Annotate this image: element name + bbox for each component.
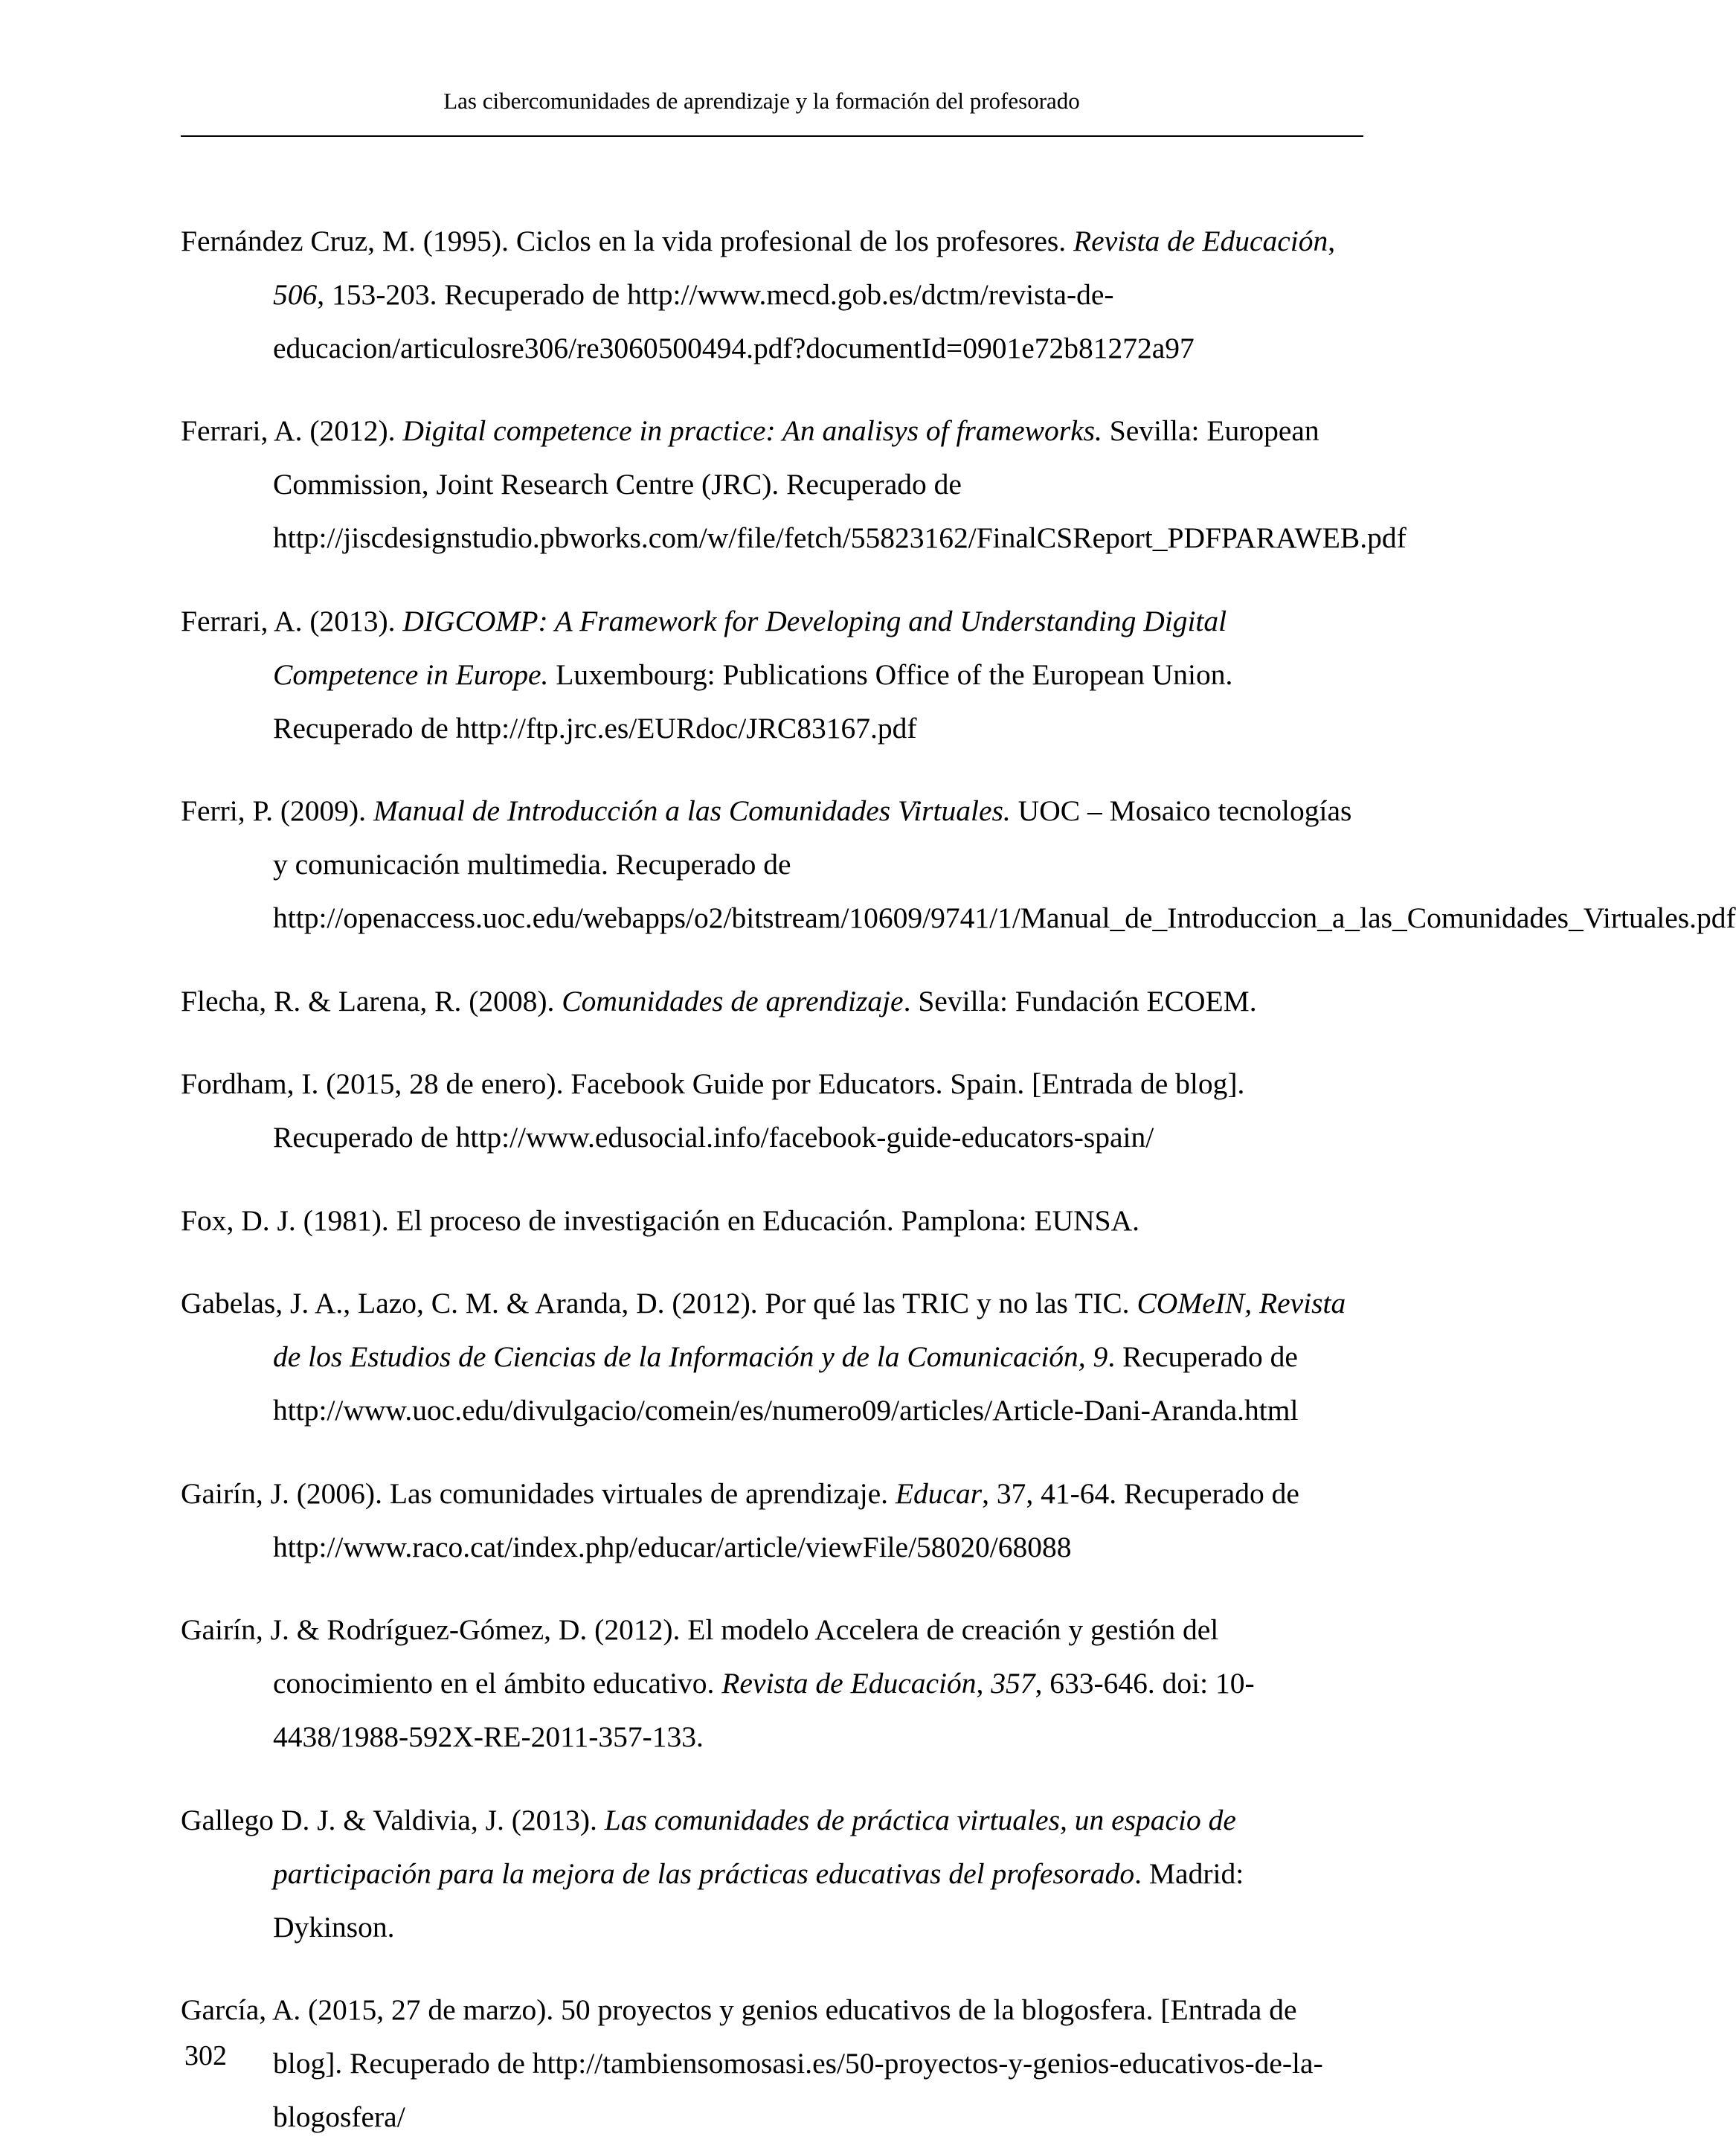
reference-text-segment: , 153-203. Recuperado de http://www.mecd.gob.es/dctm/revista-de-educacion/articulosre306/re3060500494.pdf?documentId=0901e72b81272a97	[273, 277, 1195, 364]
reference-italic-segment: Revista de Educación	[721, 1667, 977, 1700]
reference-italic-segment: Comunidades de aprendizaje	[562, 984, 904, 1017]
reference-text-segment: . Madrid: Dykinson.	[273, 1856, 1244, 1944]
reference-list	[181, 184, 1736, 2150]
page-number: 302	[184, 2040, 227, 2071]
reference-text-segment: García, A. (2015, 27 de marzo). 50 proyectos y genios educativos de la blogosfera. [Entrada de blog]. Recuperado de http://tambiensomosasi.es/50-proyectos-y-genios-educativos-de-la-blogosfera/	[181, 1993, 1323, 2133]
reference-italic-segment: DIGCOMP: A Framework for Developing and Understanding Digital Competence in Europe.	[273, 604, 1227, 691]
reference-entry	[181, 1467, 1371, 1574]
reference-entry	[181, 784, 1736, 945]
reference-entry	[181, 1603, 1371, 1764]
reference-text-segment: Sevilla: European Commission, Joint Research Centre (JRC). Recuperado de http://jiscdesignstudio.pbworks.com/w/file/fetch/55823162/FinalCSReport_PDFPARAWEB.pdf	[273, 414, 1407, 554]
reference-entry	[181, 404, 1407, 565]
reference-italic-segment: 357	[991, 1667, 1035, 1700]
reference-text-segment: ,	[976, 1667, 991, 1700]
reference-italic-segment: Manual de Introducción a las Comunidades Virtuales.	[373, 794, 1011, 827]
reference-entry	[181, 214, 1371, 375]
reference-entry	[181, 594, 1371, 755]
reference-text-segment: Gabelas, J. A., Lazo, C. M. & Aranda, D. (2012). Por qué las TRIC y no las TIC.	[181, 1287, 1137, 1319]
reference-text-segment: Ferrari, A. (2013).	[181, 604, 403, 637]
reference-text-segment: , 37, 41-64. Recuperado de http://www.raco.cat/index.php/educar/article/viewFile/58020/68088	[273, 1476, 1299, 1563]
reference-text-segment: Gairín, J. (2006). Las comunidades virtuales de aprendizaje.	[181, 1476, 896, 1510]
reference-text-segment: Gairín, J. & Rodríguez-Gómez, D. (2012). El modelo Accelera de creación y gestión del conocimiento en el ámbito educativo.	[181, 1613, 1219, 1700]
reference-entry	[181, 1793, 1371, 1954]
reference-entry	[181, 1276, 1371, 1437]
reference-text-segment: UOC – Mosaico tecnologías y comunicación multimedia. Recuperado de http://openaccess.uoc.edu/webapps/o2/bitstream/10609/9741/1/Manual_de_Introduccion_a_las_Comunidades_Virtuales.pdf	[273, 794, 1736, 934]
reference-text-segment: Fox, D. J. (1981). El proceso de investigación en Educación. Pamplona: EUNSA.	[181, 1203, 1139, 1237]
reference-text-segment: Fernández Cruz, M. (1995). Ciclos en la vida profesional de los profesores.	[181, 224, 1074, 257]
reference-text-segment: Ferri, P. (2009).	[181, 794, 373, 827]
reference-text-segment: . Recuperado de http://www.uoc.edu/divulgacio/comein/es/numero09/articles/Article-Dani-Aranda.html	[273, 1340, 1299, 1427]
reference-italic-segment: Las comunidades de práctica virtuales, un espacio de participación para la mejora de las prácticas educativas del profesorado	[273, 1803, 1236, 1890]
reference-italic-segment: Revista de Educación	[1073, 224, 1328, 257]
reference-text-segment: Ferrari, A. (2012).	[181, 414, 403, 447]
reference-entry	[181, 1983, 1371, 2144]
reference-entry	[181, 1057, 1371, 1164]
reference-text-segment: Luxembourg: Publications Office of the European Union. Recuperado de http://ftp.jrc.es/EURdoc/JRC83167.pdf	[273, 658, 1233, 745]
reference-text-segment: Fordham, I. (2015, 28 de enero). Facebook Guide por Educators. Spain. [Entrada de blog]. Recuperado de http://www.edusocial.info/facebook-guide-educators-spain/	[181, 1067, 1245, 1154]
reference-text-segment: Flecha, R. & Larena, R. (2008).	[181, 984, 562, 1017]
reference-text-segment: ,	[1328, 224, 1336, 257]
reference-italic-segment: COMeIN, Revista de los Estudios de Ciencias de la Información y de la Comunicación, 9	[273, 1287, 1346, 1373]
reference-italic-segment: Digital competence in practice: An analisys of frameworks.	[402, 414, 1102, 447]
reference-entry	[181, 1194, 1371, 1247]
reference-italic-segment: 506	[273, 277, 318, 311]
header-divider	[181, 135, 1363, 137]
reference-text-segment: , 633-646. doi: 10-4438/1988-592X-RE-2011-357-133.	[273, 1667, 1255, 1753]
reference-italic-segment: Educar	[895, 1476, 983, 1510]
running-header: Las cibercomunidades de aprendizaje y la formación del profesorado	[443, 88, 1080, 114]
reference-text-segment: Gallego D. J. & Valdivia, J. (2013).	[181, 1803, 605, 1836]
reference-entry	[181, 974, 1371, 1028]
reference-text-segment: . Sevilla: Fundación ECOEM.	[903, 984, 1257, 1017]
